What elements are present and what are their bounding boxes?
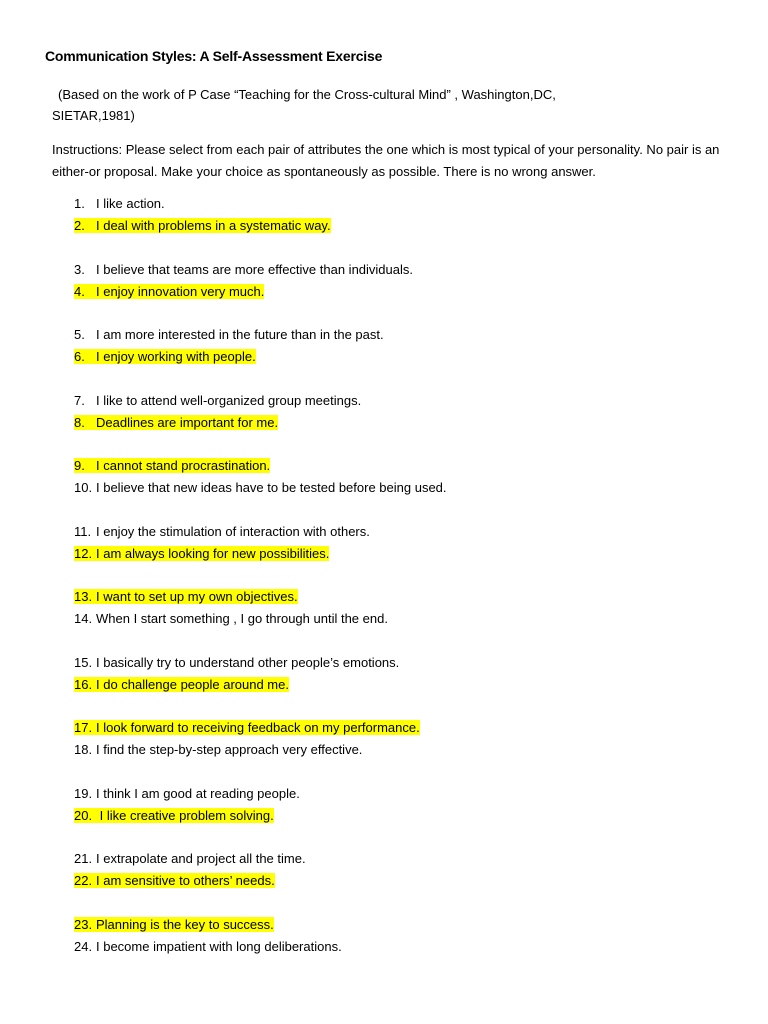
item-text: I do challenge people around me. [96,677,289,692]
statement [74,393,361,408]
item-text: I am more interested in the future than in the past. [96,327,384,342]
item-number: 19. [74,786,93,801]
item-number: 3. [74,262,85,277]
item-number: 13. [74,589,93,604]
list-item [74,216,331,236]
item-text: I find the step-by-step approach very effective. [96,742,363,757]
item-number: 4. [74,284,85,299]
list-item [74,806,274,826]
highlighted-statement [74,284,264,299]
item-number: 22. [74,873,93,888]
list-item [74,347,256,367]
highlighted-statement [74,218,331,233]
item-text: I think I am good at reading people. [96,786,300,801]
item-number: 17. [74,720,93,735]
item-text: I look forward to receiving feedback on my performance. [96,720,420,735]
item-text: I enjoy innovation very much. [96,284,265,299]
statement [74,480,447,495]
list-item [74,653,399,673]
item-number: 6. [74,349,85,364]
list-item [74,871,275,891]
highlighted-statement [74,677,289,692]
source-line-1: (Based on the work of P Case “Teaching for the Cross-cultural Mind” , Washington,DC, [58,87,556,102]
item-text: I like to attend well-organized group meetings. [96,393,362,408]
item-text: I like action. [96,196,165,211]
item-text: I extrapolate and project all the time. [96,851,306,866]
statement [74,327,384,342]
highlighted-statement [74,720,420,735]
document-title: Communication Styles: A Self-Assessment Exercise [45,48,383,64]
list-item [74,609,388,629]
item-number: 20. [74,808,93,823]
statement [74,262,413,277]
highlighted-statement [74,349,256,364]
item-text: I enjoy the stimulation of interaction with others. [96,524,370,539]
item-number: 7. [74,393,85,408]
statement [74,655,399,670]
highlighted-statement [74,589,298,604]
item-number: 2. [74,218,85,233]
list-item [74,325,384,345]
item-text: Deadlines are important for me. [96,415,279,430]
highlighted-statement [74,873,275,888]
statement [74,939,342,954]
list-item [74,937,342,957]
statement [74,851,306,866]
item-text: I become impatient with long deliberations. [96,939,342,954]
item-number: 10. [74,480,93,495]
item-text: I believe that new ideas have to be tested before being used. [96,480,447,495]
item-number: 23. [74,917,93,932]
list-item [74,260,413,280]
list-item [74,675,289,695]
highlighted-statement [74,917,274,932]
highlighted-statement [74,415,278,430]
item-text: I am always looking for new possibilities. [96,546,330,561]
statement [74,196,165,211]
item-text: I am sensitive to others’ needs. [96,873,275,888]
item-number: 9. [74,458,85,473]
list-item [74,587,298,607]
item-text: When I start something , I go through until the end. [96,611,388,626]
item-number: 18. [74,742,93,757]
list-item [74,544,329,564]
list-item [74,194,165,214]
list-item [74,391,361,411]
item-number: 21. [74,851,93,866]
item-text: I enjoy working with people. [96,349,256,364]
item-text: I basically try to understand other people’s emotions. [96,655,400,670]
statement [74,524,370,539]
list-item [74,718,420,738]
item-number: 12. [74,546,93,561]
list-item [74,740,362,760]
statement [74,611,388,626]
list-item [74,784,300,804]
source-line-2: SIETAR,1981) [52,108,135,123]
list-item [74,478,447,498]
item-number: 1. [74,196,85,211]
item-number: 11. [74,524,92,539]
highlighted-statement [74,546,329,561]
list-item [74,915,274,935]
list-item [74,413,278,433]
item-text: I want to set up my own objectives. [96,589,298,604]
item-text: Planning is the key to success. [96,917,274,932]
item-number: 8. [74,415,85,430]
item-number: 15. [74,655,93,670]
instructions-paragraph: Instructions: Please select from each pair of attributes the one which is most typical of your personality. No pair is an either-or proposal. Make your choice as spontaneously as possible. There is no wrong answer. [52,142,720,179]
item-number: 14. [74,611,93,626]
statement [74,742,362,757]
item-text: I deal with problems in a systematic way. [96,218,331,233]
item-number: 5. [74,327,85,342]
highlighted-statement [74,808,274,823]
statement [74,786,300,801]
item-number: 24. [74,939,93,954]
highlighted-statement [74,458,270,473]
item-text: I believe that teams are more effective than individuals. [96,262,413,277]
list-item [74,282,264,302]
item-text: I cannot stand procrastination. [96,458,271,473]
item-text: I like creative problem solving. [96,808,274,823]
item-number: 16. [74,677,93,692]
list-item [74,522,370,542]
list-item [74,849,306,869]
list-item [74,456,270,476]
